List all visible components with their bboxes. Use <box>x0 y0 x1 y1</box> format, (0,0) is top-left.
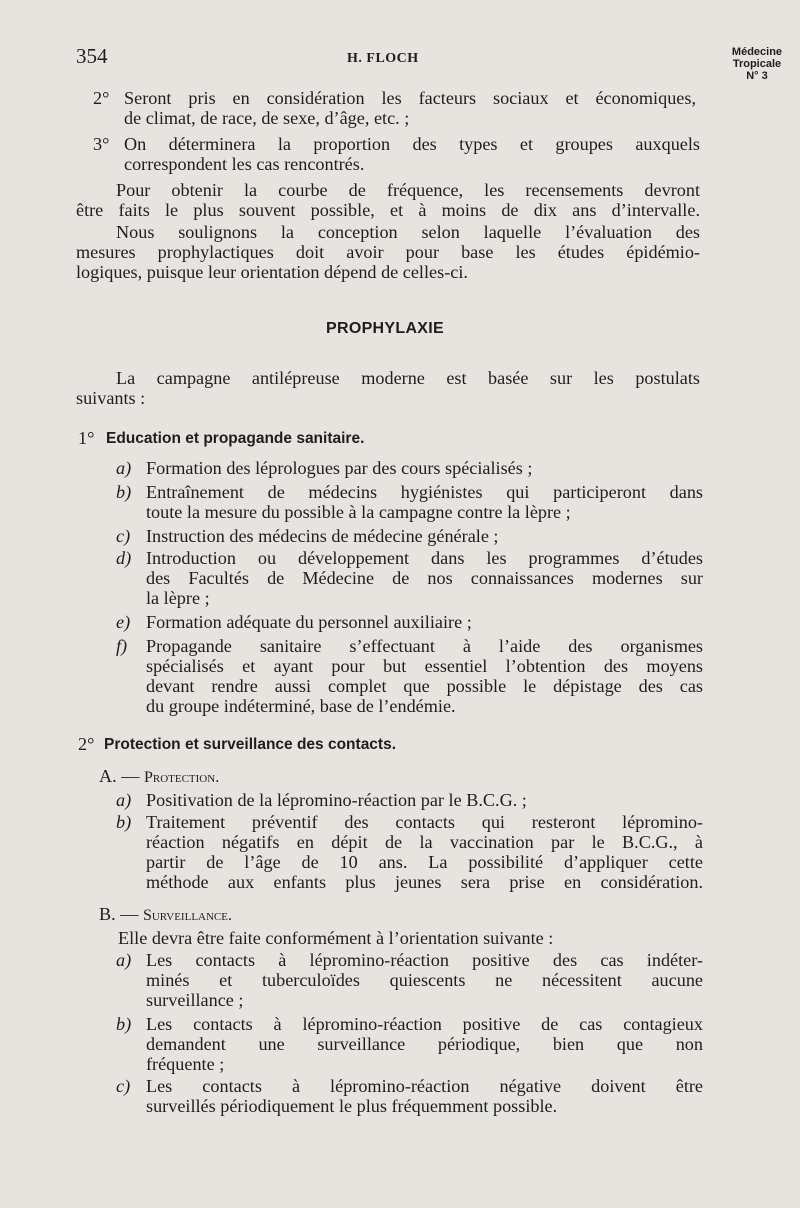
item-2-line-1: Seront pris en considération les facteurs sociaux et économiques, <box>124 88 696 108</box>
item-Ba-line-1: Les contacts à lépromino-réaction positive des cas indéter- <box>146 950 703 970</box>
part-2-number: 2° <box>78 734 95 754</box>
subsection-a-prefix: A. — <box>99 766 144 786</box>
item-Bb-line-1: Les contacts à lépromino-réaction positive de cas contagieux <box>146 1014 703 1034</box>
item-Bb-line-2: demandent une surveillance périodique, bien que non <box>146 1034 703 1054</box>
item-e-line-1: Formation adéquate du personnel auxiliaire ; <box>146 612 472 632</box>
item-Aa-line-1: Positivation de la lépromino-réaction par le B.C.G. ; <box>146 790 527 810</box>
item-Ba-line-2: minés et tuberculoïdes quiescents ne nécessitent aucune <box>146 970 703 990</box>
part-1-title: Education et propagande sanitaire. <box>106 430 365 447</box>
item-f-label: f) <box>116 636 128 656</box>
section-lead-line-1: La campagne antilépreuse moderne est basée sur les postulats <box>116 368 700 388</box>
item-b-line-1: Entraînement de médecins hygiénistes qui participeront dans <box>146 482 703 502</box>
subsection-b-heading <box>99 904 232 926</box>
part-1-number: 1° <box>78 428 95 448</box>
subsection-b-title: Surveillance. <box>142 907 232 924</box>
item-Bc-line-1: Les contacts à lépromino-réaction négative doivent être <box>146 1076 703 1096</box>
item-b-label: b) <box>116 482 132 502</box>
subsection-a-heading <box>99 766 219 788</box>
item-Aa-label: a) <box>116 790 132 810</box>
item-f-line-4: du groupe indéterminé, base de l’endémie. <box>146 696 456 716</box>
item-d-line-2: des Facultés de Médecine de nos connaissances modernes sur <box>146 568 703 588</box>
item-c-label: c) <box>116 526 131 546</box>
part-2-title: Protection et surveillance des contacts. <box>104 736 397 753</box>
item-Bb-line-3: fréquente ; <box>146 1054 225 1074</box>
item-f-line-1: Propagande sanitaire s’effectuant à l’aide des organismes <box>146 636 703 656</box>
subsection-a-title: Protection. <box>143 769 220 786</box>
item-2-number: 2° <box>93 88 110 108</box>
running-head: H. FLOCH <box>347 51 419 66</box>
section-lead-line-2: suivants : <box>76 388 146 408</box>
item-b-line-2: toute la mesure du possible à la campagne contre la lèpre ; <box>146 502 571 522</box>
item-d-line-1: Introduction ou développement dans les programmes d’études <box>146 548 703 568</box>
item-a-line-1: Formation des léprologues par des cours spécialisés ; <box>146 458 533 478</box>
paragraph-1-line-1: Pour obtenir la courbe de fréquence, les recensements devront <box>116 180 700 200</box>
item-d-line-3: la lèpre ; <box>146 588 210 608</box>
item-Ab-label: b) <box>116 812 132 832</box>
item-Bc-line-2: surveillés périodiquement le plus fréquemment possible. <box>146 1096 558 1116</box>
paragraph-2-line-2: mesures prophylactiques doit avoir pour base les études épidémio- <box>76 242 700 262</box>
item-3-line-1: On déterminera la proportion des types et groupes auxquels <box>124 134 700 154</box>
item-3-number: 3° <box>93 134 110 154</box>
item-2-line-2: de climat, de race, de sexe, d’âge, etc. ; <box>124 108 410 128</box>
item-f-line-2: spécialisés et ayant pour but essentiel l’obtention des moyens <box>146 656 703 676</box>
item-e-label: e) <box>116 612 131 632</box>
journal-label <box>722 46 792 82</box>
item-Ab-line-1: Traitement préventif des contacts qui resteront lépromino- <box>146 812 703 832</box>
item-d-label: d) <box>116 548 132 568</box>
item-Ab-line-4: méthode aux enfants plus jeunes sera prise en considération. <box>146 872 703 892</box>
paragraph-2-line-3: logiques, puisque leur orientation dépend de celles-ci. <box>76 262 468 282</box>
item-a-label: a) <box>116 458 132 478</box>
paragraph-1-line-2: être faits le plus souvent possible, et à moins de dix ans d’intervalle. <box>76 200 700 220</box>
item-f-line-3: devant rendre aussi complet que possible le dépistage des cas <box>146 676 703 696</box>
subsection-b-prefix: B. — <box>99 904 143 924</box>
journal-line-2: Tropicale <box>732 58 782 70</box>
item-Ba-label: a) <box>116 950 132 970</box>
item-c-line-1: Instruction des médecins de médecine générale ; <box>146 526 499 546</box>
item-Ba-line-3: surveillance ; <box>146 990 244 1010</box>
subsection-b-intro: Elle devra être faite conformément à l’orientation suivante : <box>118 928 554 948</box>
item-Bc-label: c) <box>116 1076 131 1096</box>
item-3-line-2: correspondent les cas rencontrés. <box>124 154 365 174</box>
item-Bb-label: b) <box>116 1014 132 1034</box>
journal-line-3: N° 3 <box>746 70 768 82</box>
journal-line-1: Médecine <box>731 46 783 58</box>
page-number: 354 <box>76 44 108 68</box>
paragraph-2-line-1: Nous soulignons la conception selon laquelle l’évaluation des <box>116 222 700 242</box>
section-title: PROPHYLAXIE <box>326 320 444 337</box>
item-Ab-line-2: réaction négatifs en dépit de la vaccination par le B.C.G., à <box>146 832 703 852</box>
item-Ab-line-3: partir de l’âge de 10 ans. La possibilité d’appliquer cette <box>146 852 703 872</box>
